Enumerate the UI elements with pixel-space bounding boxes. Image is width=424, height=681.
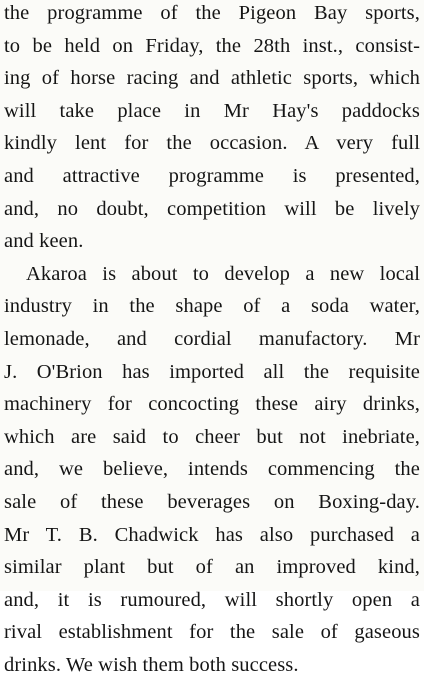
text-line: lemonade, and cordial manufactory. Mr: [4, 327, 420, 350]
text-line: Akaroa is about to develop a new local: [26, 262, 420, 285]
text-line: will take place in Mr Hay's paddocks: [4, 99, 420, 122]
text-line: the programme of the Pigeon Bay sports,: [4, 2, 420, 24]
text-line: and, no doubt, competition will be lively: [4, 197, 420, 220]
text-line: to be held on Friday, the 28th inst., consist-: [4, 34, 420, 57]
text-line: which are said to cheer but not inebriate,: [4, 425, 420, 448]
text-line: ing of horse racing and athletic sports, which: [4, 67, 420, 90]
text-line: sale of these beverages on Boxing-day.: [4, 490, 420, 513]
text-line: Mr T. B. Chadwick has also purchased a: [4, 523, 420, 546]
text-line: rival establishment for the sale of gaseous: [4, 621, 420, 644]
text-line: similar plant but of an improved kind,: [4, 556, 420, 579]
text-line: drinks. We wish them both success.: [4, 653, 299, 676]
text-line: machinery for concocting these airy drinks,: [4, 393, 420, 416]
text-line: and, we believe, intends commencing the: [4, 458, 420, 481]
paragraph-akaroa-industry: [4, 258, 420, 681]
article-column: [4, 0, 420, 681]
text-line: and keen.: [4, 230, 84, 253]
text-line: and, it is rumoured, will shortly open a: [4, 588, 420, 611]
text-line: and attractive programme is presented,: [4, 164, 420, 187]
text-line: kindly lent for the occasion. A very full: [4, 132, 420, 155]
paragraph-pigeon-bay-sports: [4, 0, 420, 258]
text-line: industry in the shape of a soda water,: [4, 295, 420, 318]
text-line: J. O'Brion has imported all the requisite: [4, 360, 420, 383]
